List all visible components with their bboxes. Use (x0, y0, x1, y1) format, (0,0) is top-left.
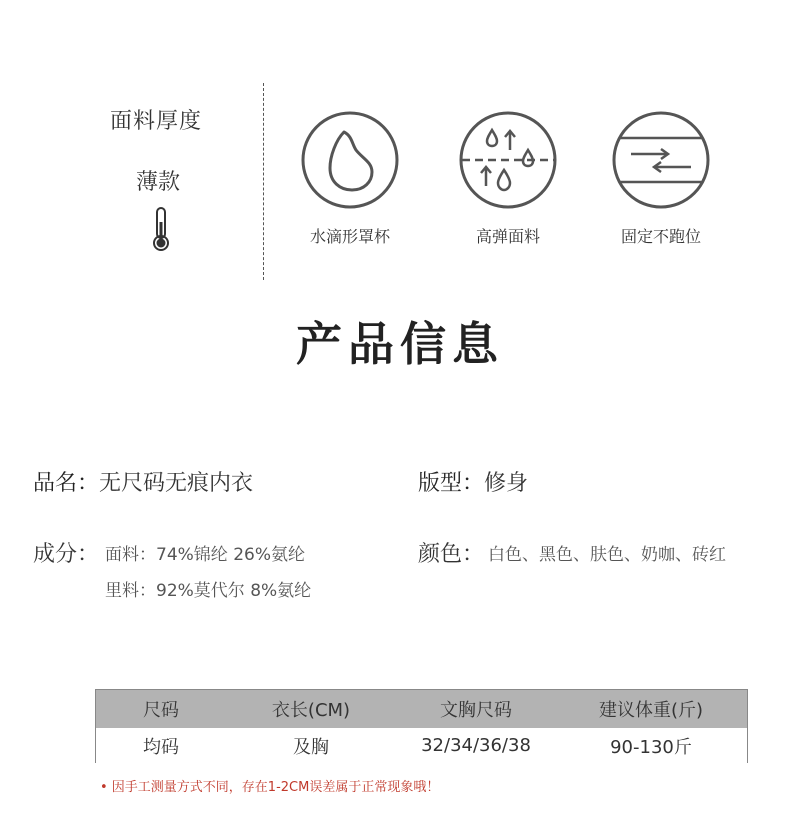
feature-label: 固定不跑位 (620, 227, 701, 246)
header-cell-size: 尺码 (143, 700, 179, 721)
table-header (96, 690, 747, 728)
thermometer-icon (148, 206, 174, 252)
feature-high-elastic (453, 110, 563, 247)
fit-key: 版型： (418, 471, 485, 496)
table-row (96, 728, 747, 763)
table-cell: 均码 (143, 736, 179, 758)
feature-label: 水滴形罩杯 (309, 227, 390, 246)
face-fabric: 面料：74%锦纶 26%氨纶 (105, 545, 305, 565)
color-value: 白色、黑色、肤色、奶咖、砖红 (488, 545, 726, 565)
table-cell: 及胸 (293, 736, 329, 758)
feature-water-drop-cup (295, 110, 405, 247)
fabric-thickness-label: 面料厚度 (110, 109, 203, 134)
section-title: 产品信息 (296, 317, 504, 371)
composition-key: 成分： (33, 542, 100, 567)
fit-row (418, 466, 528, 497)
header-cell-weight: 建议体重(斤) (598, 700, 704, 721)
product-name-value: 无尺码无痕内衣 (99, 471, 254, 496)
lining-fabric: 里料：92%莫代尔 8%氨纶 (105, 581, 312, 601)
feature-label: 高弹面料 (475, 227, 540, 246)
divider-line (263, 83, 264, 280)
header-cell-length: 衣长(CM) (271, 700, 351, 721)
feature-fixed-position (606, 110, 716, 247)
header-cell-bra-size: 文胸尺码 (440, 700, 512, 721)
fit-value: 修身 (484, 471, 529, 496)
fabric-thickness-value: 薄款 (136, 170, 181, 195)
fixed-position-icon (611, 110, 711, 210)
product-name-row (33, 466, 253, 497)
high-elastic-fabric-icon (458, 110, 558, 210)
table-cell: 90-130斤 (610, 736, 692, 758)
water-drop-cup-icon (300, 110, 400, 210)
measurement-note: • 因手工测量方式不同，存在1-2CM误差属于正常现象哦！ (100, 780, 440, 795)
product-name-key: 品名： (33, 471, 100, 496)
size-table (95, 689, 748, 763)
table-cell: 32/34/36/38 (421, 735, 531, 756)
color-key: 颜色： (418, 542, 485, 567)
